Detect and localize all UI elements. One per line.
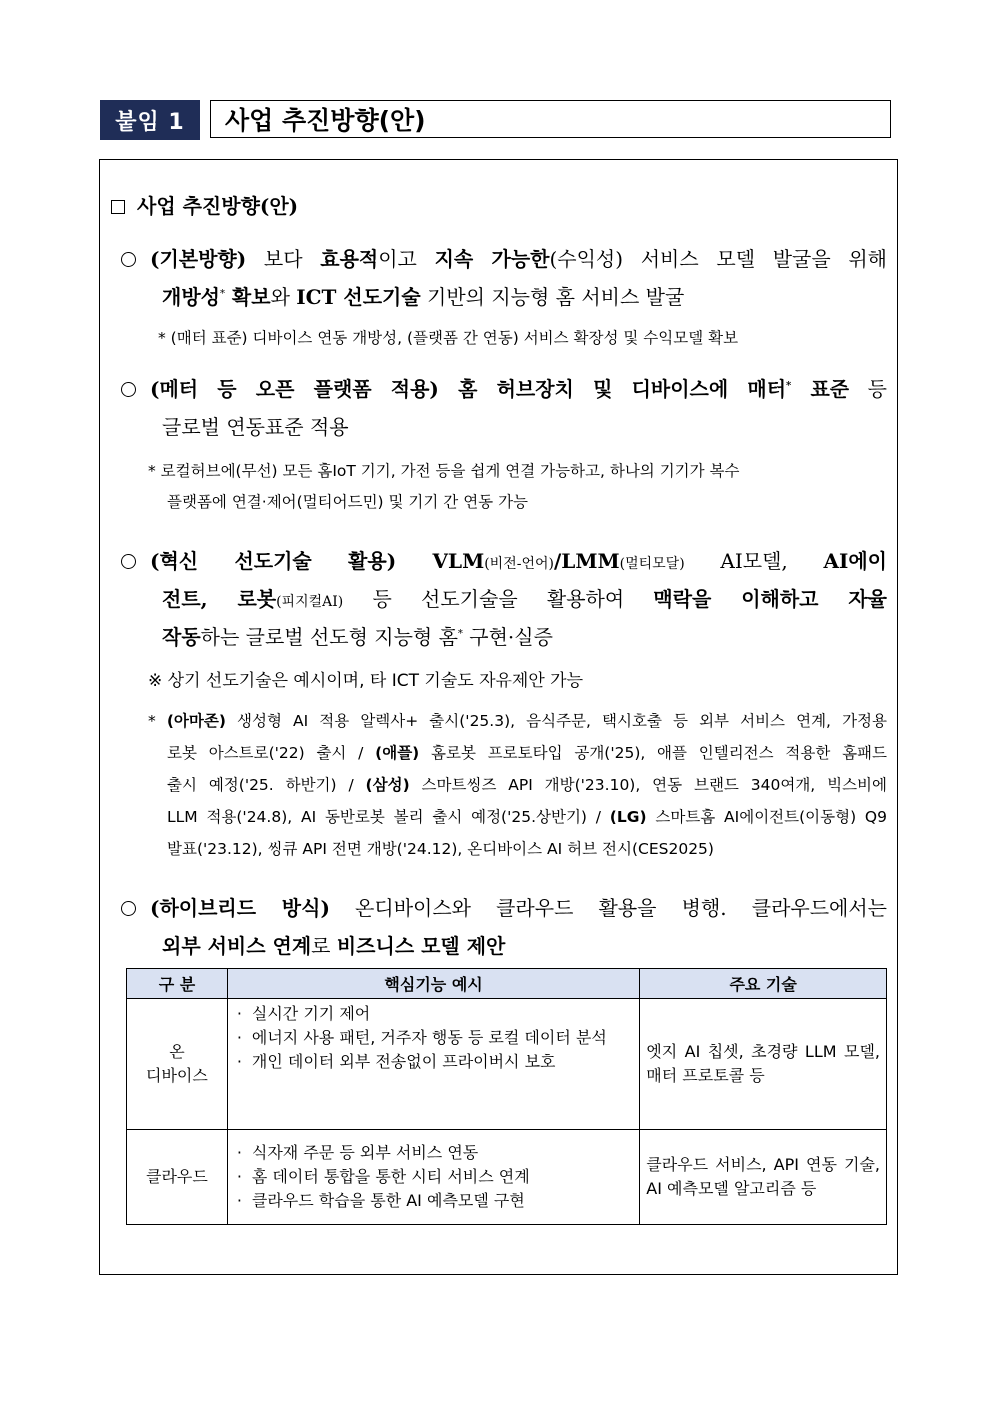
page-title (210, 100, 891, 138)
header-tech: 주요 기술 (640, 969, 887, 999)
row-functions (227, 1130, 639, 1225)
list-item: · 실시간 기기 제어 (234, 1002, 633, 1026)
feature-table (126, 968, 887, 1225)
section-heading: 사업 추진방향(안) (111, 190, 298, 219)
item3-footnote-line2: 로봇 아스트로('22) 출시 / (애플) 홈로봇 프로토타입 공개('25), 애플 인텔리전스 적용한 홈패드 (167, 744, 887, 762)
bullet-circle-icon (121, 382, 136, 397)
item3-footnote-line4: LLM 적용('24.8), AI 동반로봇 볼리 출시 예정('25.상반기) / (LG) 스마트홈 AI에이전트(이동형) Q9 (167, 808, 887, 826)
row-tech: 엣지 AI 칩셋, 초경량 LLM 모델, 매터 프로토콜 등 (640, 999, 887, 1130)
item3-line1: (혁신 선도기술 활용) VLM(비전-언어)/LMM(멀티모달) AI모델, AI에이 (121, 545, 887, 574)
header-functions: 핵심기능 예시 (227, 969, 639, 999)
item3-remark: ※ 상기 선도기술은 예시이며, 타 ICT 기술도 자유제안 가능 (148, 671, 584, 691)
item2-line2: 글로벌 연동표준 적용 (162, 415, 349, 439)
attachment-tag: 붙임 1 (100, 100, 200, 140)
item4-line2: 외부 서비스 연계로 비즈니스 모델 제안 (162, 934, 506, 958)
item4-line1: (하이브리드 방식) 온디바이스와 클라우드 활용을 병행. 클라우드에서는 (121, 892, 887, 921)
header-category: 구 분 (127, 969, 228, 999)
item3-footnote-line1: * (아마존) 생성형 AI 적용 알렉사+ 출시('25.3), 음식주문, 택시호출 등 외부 서비스 연계, 가정용 (148, 712, 887, 730)
item3-footnote-line5: 발표('23.12), 씽큐 API 전면 개방('24.12), 온디바이스 AI 허브 전시(CES2025) (167, 840, 714, 858)
row-tech: 클라우드 서비스, API 연동 기술, AI 예측모델 알고리즘 등 (640, 1130, 887, 1225)
bullet-circle-icon (121, 554, 136, 569)
item1-line2: 개방성* 확보와 ICT 선도기술 기반의 지능형 홈 서비스 발굴 (162, 285, 685, 309)
row-category: 온 디바이스 (127, 999, 228, 1130)
item1-footnote: * (매터 표준) 디바이스 연동 개방성, (플랫폼 간 연동) 서비스 확장성 및 수익모델 확보 (158, 329, 739, 347)
table-row (127, 999, 887, 1130)
item2-footnote-line2: 플랫폼에 연결·제어(멀티어드민) 및 기기 간 연동 가능 (167, 493, 529, 511)
table-row (127, 1130, 887, 1225)
bullet-circle-icon (121, 252, 136, 267)
bullet-circle-icon (121, 901, 136, 916)
page-title-text: 사업 추진방향(안) (225, 106, 426, 135)
row-category: 클라우드 (127, 1130, 228, 1225)
item3-footnote-line3: 출시 예정('25. 하반기) / (삼성) 스마트씽즈 API 개방('23.10), 연동 브랜드 340여개, 빅스비에 (167, 776, 887, 794)
item3-line3: 작동하는 글로벌 선도형 지능형 홈* 구현·실증 (162, 625, 553, 649)
list-item: · 식자재 주문 등 외부 서비스 연동 (234, 1141, 633, 1165)
table-header-row (127, 969, 887, 999)
checkbox-square-icon (111, 200, 125, 214)
item3-line2: 전트, 로봇(피지컬AI) 등 선도기술을 활용하여 맥락을 이해하고 자율 (162, 587, 887, 611)
item1-line1: (기본방향) 보다 효용적이고 지속 가능한(수익성) 서비스 모델 발굴을 위해 (121, 243, 887, 272)
item2-line1: (메터 등 오픈 플랫폼 적용) 홈 허브장치 및 디바이스에 매터* 표준 등 (121, 373, 887, 402)
list-item: · 개인 데이터 외부 전송없이 프라이버시 보호 (234, 1050, 633, 1074)
list-item: · 에너지 사용 패턴, 거주자 행동 등 로컬 데이터 분석 (234, 1026, 633, 1050)
row-functions (227, 999, 639, 1130)
list-item: · 홈 데이터 통합을 통한 시티 서비스 연계 (234, 1165, 633, 1189)
item2-footnote-line1: * 로컬허브에(무선) 모든 홈IoT 기기, 가전 등을 쉽게 연결 가능하고, 하나의 기기가 복수 (148, 462, 740, 480)
list-item: · 클라우드 학습을 통한 AI 예측모델 구현 (234, 1189, 633, 1213)
